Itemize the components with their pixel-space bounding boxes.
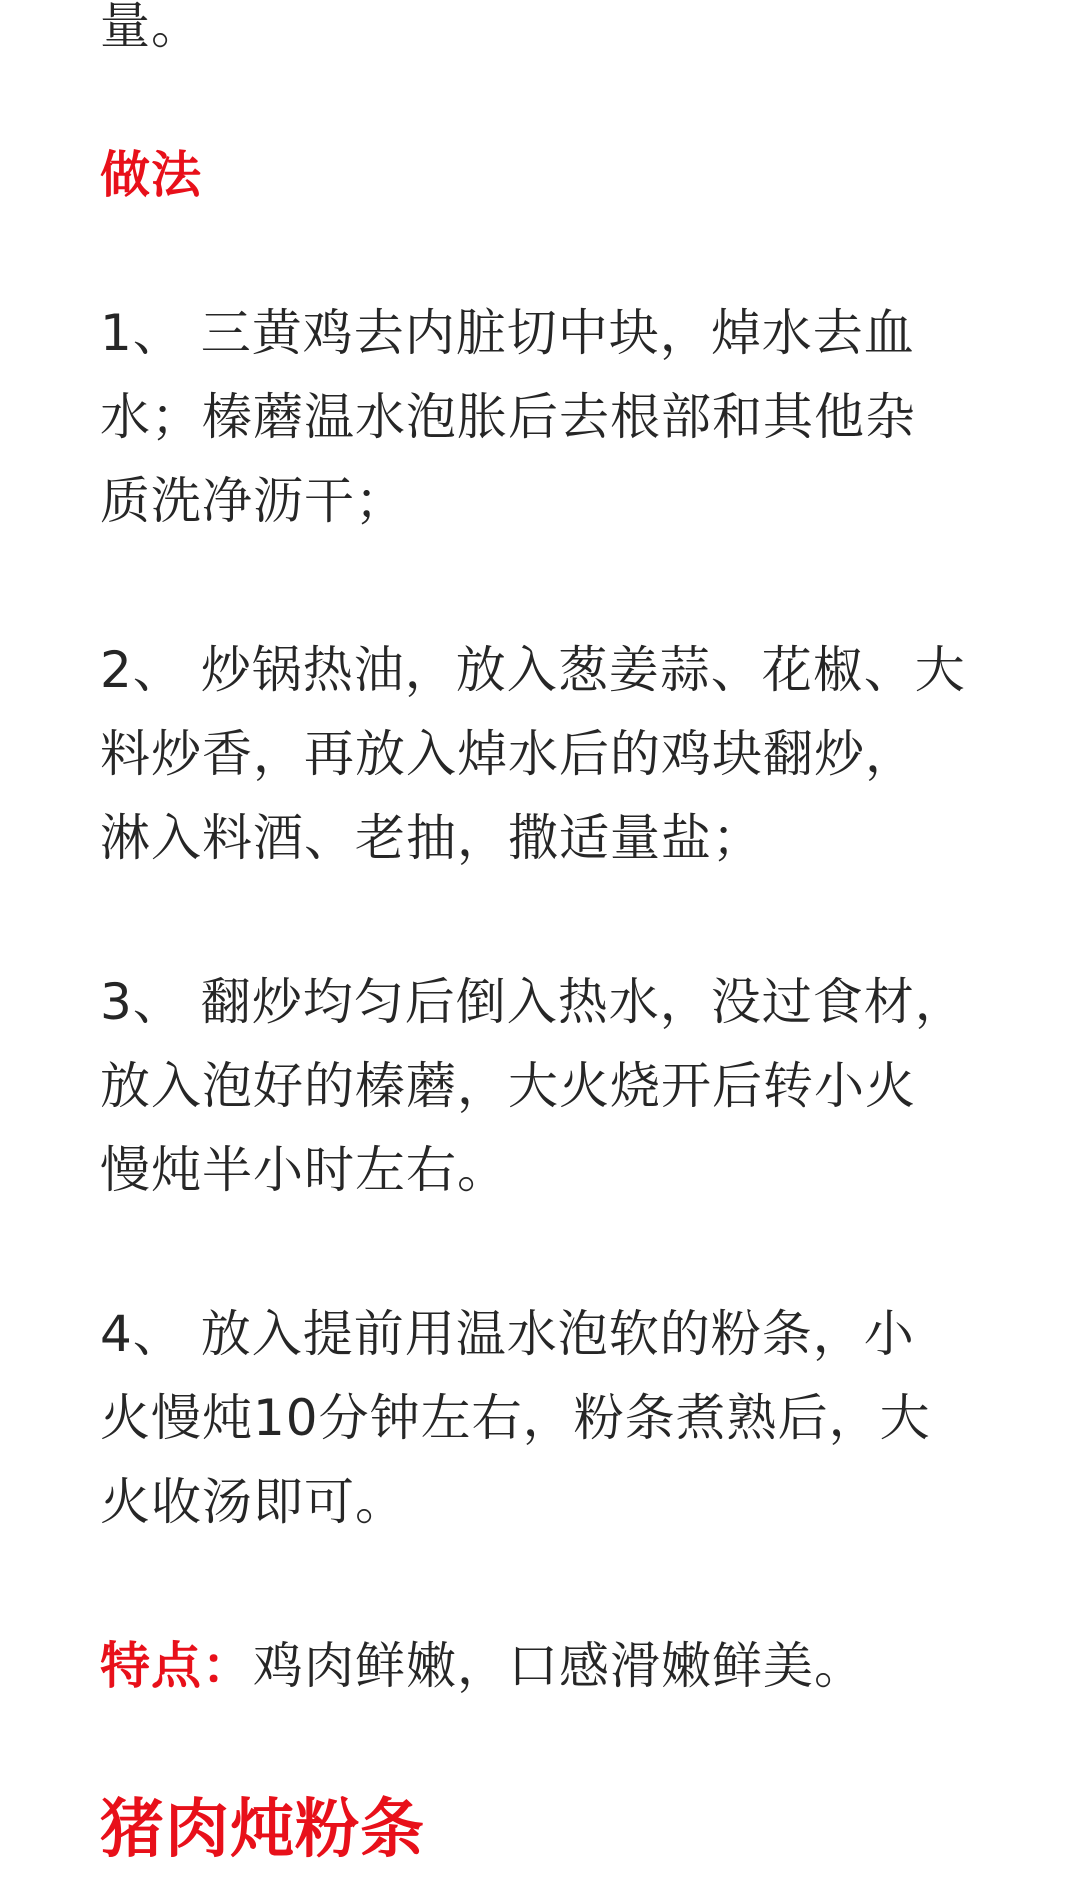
feature-paragraph <box>100 1636 865 1696</box>
step-4-line-1: 4、 放入提前用温水泡软的粉条，小 <box>100 1305 915 1363</box>
previous-paragraph-tail: 量。 <box>100 0 202 55</box>
step-4-line-3: 火收汤即可。 <box>100 1473 406 1531</box>
step-2-line-2: 料炒香，再放入焯水后的鸡块翻炒， <box>100 725 916 783</box>
feature-text: 鸡肉鲜嫩，口感滑嫩鲜美。 <box>253 1637 865 1695</box>
next-recipe-title: 猪肉炖粉条 <box>100 1793 425 1867</box>
step-3-line-1: 3、 翻炒均匀后倒入热水，没过食材， <box>100 973 966 1031</box>
step-1-line-1: 1、 三黄鸡去内脏切中块，焯水去血 <box>100 304 915 362</box>
step-3-line-2: 放入泡好的榛蘑，大火烧开后转小火 <box>100 1057 916 1115</box>
step-2-line-3: 淋入料酒、老抽，撒适量盐； <box>100 809 763 867</box>
feature-label: 特点： <box>100 1637 253 1695</box>
step-1-line-3: 质洗净沥干； <box>100 472 406 530</box>
step-3-line-3: 慢炖半小时左右。 <box>100 1141 508 1199</box>
method-heading: 做法 <box>100 146 202 204</box>
step-1-line-2: 水；榛蘑温水泡胀后去根部和其他杂 <box>100 388 916 446</box>
step-2-line-1: 2、 炒锅热油，放入葱姜蒜、花椒、大 <box>100 641 966 699</box>
step-4-line-2: 火慢炖10分钟左右，粉条煮熟后，大 <box>100 1389 931 1447</box>
